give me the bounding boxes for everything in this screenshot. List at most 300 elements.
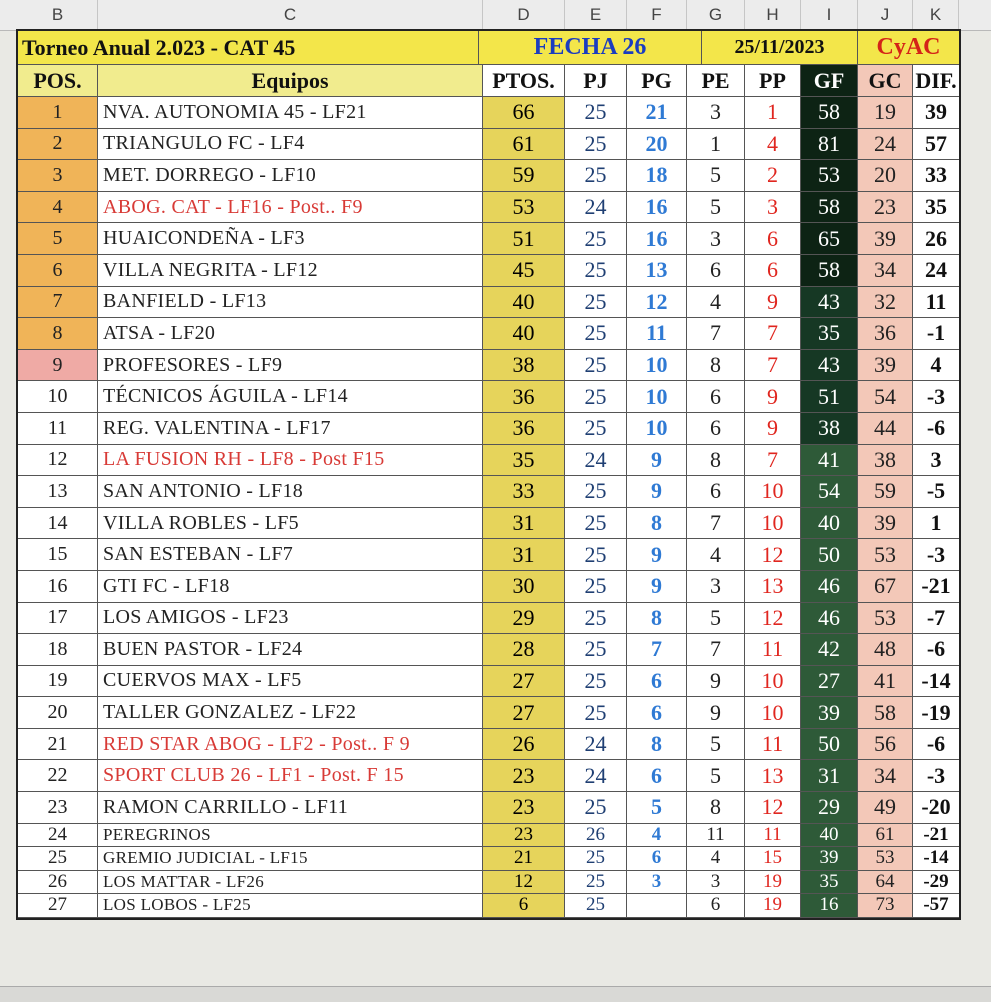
cell-pg[interactable]: 8 xyxy=(627,508,687,539)
cell-pp[interactable]: 15 xyxy=(745,847,801,870)
cell-gc[interactable]: 19 xyxy=(858,97,913,128)
cell-dif[interactable]: 11 xyxy=(925,288,947,314)
cell-ptos[interactable]: 21 xyxy=(483,847,565,870)
cell-gf[interactable]: 65 xyxy=(801,223,858,254)
cell-pos[interactable]: 20 xyxy=(18,697,98,728)
cell-pp[interactable]: 11 xyxy=(745,729,801,760)
cell-pos[interactable]: 26 xyxy=(18,871,98,894)
cell-gf[interactable]: 27 xyxy=(801,666,858,697)
column-letter-h[interactable]: H xyxy=(745,0,801,30)
cell-dif[interactable]: 35 xyxy=(925,194,947,220)
cell-pos[interactable]: 27 xyxy=(18,894,98,917)
cell-ptos[interactable]: 12 xyxy=(483,871,565,894)
cell-team[interactable]: ABOG. CAT - LF16 - Post.. F9 xyxy=(98,192,483,223)
cell-dif[interactable]: 3 xyxy=(930,446,942,472)
cell-dif[interactable]: -7 xyxy=(926,604,946,630)
cell-pj[interactable]: 25 xyxy=(565,634,627,665)
cell-gc[interactable]: 53 xyxy=(858,603,913,634)
cell-pp[interactable]: 10 xyxy=(745,508,801,539)
cell-ptos[interactable]: 31 xyxy=(483,508,565,539)
cell-pos[interactable]: 22 xyxy=(18,760,98,791)
cell-pp[interactable]: 19 xyxy=(745,894,801,917)
cell-dif[interactable]: 24 xyxy=(925,257,947,283)
cell-ptos[interactable]: 66 xyxy=(483,97,565,128)
cell-pe[interactable]: 8 xyxy=(687,792,745,823)
cell-ptos[interactable]: 35 xyxy=(483,445,565,476)
column-letter-f[interactable]: F xyxy=(627,0,687,30)
cell-pe[interactable]: 7 xyxy=(687,634,745,665)
cell-gc[interactable]: 56 xyxy=(858,729,913,760)
cell-pe[interactable]: 6 xyxy=(687,894,745,917)
cell-gf[interactable]: 31 xyxy=(801,760,858,791)
cell-team[interactable]: TÉCNICOS ÁGUILA - LF14 xyxy=(98,381,483,412)
cell-dif[interactable]: -6 xyxy=(926,636,946,662)
cell-pe[interactable]: 3 xyxy=(687,571,745,602)
cell-gf[interactable]: 50 xyxy=(801,539,858,570)
cell-pg[interactable]: 6 xyxy=(627,666,687,697)
cell-gf[interactable]: 58 xyxy=(801,255,858,286)
cell-pos[interactable]: 2 xyxy=(18,129,98,160)
cell-pe[interactable]: 5 xyxy=(687,603,745,634)
round-label[interactable]: FECHA 26 xyxy=(479,31,702,64)
cell-pe[interactable]: 5 xyxy=(687,160,745,191)
cell-gf[interactable]: 39 xyxy=(801,847,858,870)
cell-pos[interactable]: 14 xyxy=(18,508,98,539)
cell-pg[interactable]: 18 xyxy=(627,160,687,191)
cell-pg[interactable]: 6 xyxy=(627,847,687,870)
cell-pp[interactable]: 12 xyxy=(745,603,801,634)
cell-team[interactable]: LOS LOBOS - LF25 xyxy=(98,894,483,917)
cell-dif[interactable]: -6 xyxy=(926,731,946,757)
cell-gc[interactable]: 54 xyxy=(858,381,913,412)
cell-pg[interactable] xyxy=(627,894,687,917)
cell-pe[interactable]: 4 xyxy=(687,847,745,870)
cell-gf[interactable]: 40 xyxy=(801,508,858,539)
cell-team[interactable]: REG. VALENTINA - LF17 xyxy=(98,413,483,444)
cell-pj[interactable]: 24 xyxy=(565,760,627,791)
cell-gc[interactable]: 67 xyxy=(858,571,913,602)
cell-pp[interactable]: 1 xyxy=(745,97,801,128)
cell-gf[interactable]: 54 xyxy=(801,476,858,507)
cell-pos[interactable]: 9 xyxy=(18,350,98,381)
cell-gf[interactable]: 41 xyxy=(801,445,858,476)
cell-gf[interactable]: 58 xyxy=(801,192,858,223)
cell-gf[interactable]: 42 xyxy=(801,634,858,665)
cell-pg[interactable]: 21 xyxy=(627,97,687,128)
cell-pos[interactable]: 21 xyxy=(18,729,98,760)
cell-gf[interactable]: 43 xyxy=(801,350,858,381)
cell-dif[interactable]: -3 xyxy=(926,541,946,567)
cell-pg[interactable]: 9 xyxy=(627,539,687,570)
cell-dif[interactable]: -14 xyxy=(923,847,949,869)
cell-gf[interactable]: 51 xyxy=(801,381,858,412)
cell-pj[interactable]: 25 xyxy=(565,223,627,254)
cell-pp[interactable]: 13 xyxy=(745,760,801,791)
cell-pg[interactable]: 10 xyxy=(627,350,687,381)
cell-pe[interactable]: 6 xyxy=(687,255,745,286)
cell-pos[interactable]: 11 xyxy=(18,413,98,444)
cell-pe[interactable]: 8 xyxy=(687,445,745,476)
cell-pos[interactable]: 23 xyxy=(18,792,98,823)
cell-gf[interactable]: 46 xyxy=(801,603,858,634)
cell-pos[interactable]: 15 xyxy=(18,539,98,570)
column-letter-e[interactable]: E xyxy=(565,0,627,30)
column-letter-c[interactable]: C xyxy=(98,0,483,30)
header-ptos[interactable]: PTOS. xyxy=(483,65,565,96)
cell-gf[interactable]: 29 xyxy=(801,792,858,823)
cell-dif[interactable]: -6 xyxy=(926,415,946,441)
cell-pj[interactable]: 25 xyxy=(565,792,627,823)
cell-gc[interactable]: 53 xyxy=(858,847,913,870)
cell-dif[interactable]: -3 xyxy=(926,383,946,409)
cell-gc[interactable]: 39 xyxy=(858,350,913,381)
cell-ptos[interactable]: 6 xyxy=(483,894,565,917)
cell-pp[interactable]: 7 xyxy=(745,318,801,349)
cell-gf[interactable]: 39 xyxy=(801,697,858,728)
header-pos[interactable]: POS. xyxy=(18,65,98,96)
cell-gc[interactable]: 32 xyxy=(858,287,913,318)
cell-pg[interactable]: 3 xyxy=(627,871,687,894)
cell-gc[interactable]: 39 xyxy=(858,223,913,254)
cell-ptos[interactable]: 53 xyxy=(483,192,565,223)
cell-team[interactable]: SAN ANTONIO - LF18 xyxy=(98,476,483,507)
cell-pg[interactable]: 6 xyxy=(627,760,687,791)
cell-pp[interactable]: 12 xyxy=(745,539,801,570)
cell-pg[interactable]: 10 xyxy=(627,381,687,412)
cell-pe[interactable]: 8 xyxy=(687,350,745,381)
column-letter-g[interactable]: G xyxy=(687,0,745,30)
cell-pe[interactable]: 6 xyxy=(687,476,745,507)
cell-team[interactable]: VILLA ROBLES - LF5 xyxy=(98,508,483,539)
cell-team[interactable]: MET. DORREGO - LF10 xyxy=(98,160,483,191)
cell-dif[interactable]: -1 xyxy=(926,320,946,346)
cell-ptos[interactable]: 26 xyxy=(483,729,565,760)
cell-pp[interactable]: 6 xyxy=(745,223,801,254)
cell-pg[interactable]: 8 xyxy=(627,603,687,634)
column-letter-k[interactable]: K xyxy=(913,0,959,30)
cell-pos[interactable]: 4 xyxy=(18,192,98,223)
header-pj[interactable]: PJ xyxy=(565,65,627,96)
cell-ptos[interactable]: 61 xyxy=(483,129,565,160)
cell-pos[interactable]: 7 xyxy=(18,287,98,318)
cell-pp[interactable]: 4 xyxy=(745,129,801,160)
cell-gc[interactable]: 36 xyxy=(858,318,913,349)
cell-pg[interactable]: 16 xyxy=(627,192,687,223)
cell-pg[interactable]: 6 xyxy=(627,697,687,728)
cell-gc[interactable]: 44 xyxy=(858,413,913,444)
cell-dif[interactable]: 4 xyxy=(930,352,942,378)
cell-pos[interactable]: 17 xyxy=(18,603,98,634)
table-row xyxy=(18,160,959,192)
cell-pp[interactable]: 9 xyxy=(745,381,801,412)
cell-pj[interactable]: 24 xyxy=(565,192,627,223)
cell-team[interactable]: VILLA NEGRITA - LF12 xyxy=(98,255,483,286)
cell-ptos[interactable]: 45 xyxy=(483,255,565,286)
cell-dif[interactable]: 1 xyxy=(930,510,942,536)
cell-pj[interactable]: 26 xyxy=(565,824,627,847)
cell-pe[interactable]: 11 xyxy=(687,824,745,847)
cell-pos[interactable]: 5 xyxy=(18,223,98,254)
cell-pe[interactable]: 9 xyxy=(687,697,745,728)
cell-team[interactable]: BANFIELD - LF13 xyxy=(98,287,483,318)
cell-pe[interactable]: 5 xyxy=(687,192,745,223)
date-label[interactable]: 25/11/2023 xyxy=(702,31,858,64)
tournament-title[interactable]: Torneo Anual 2.023 - CAT 45 xyxy=(18,31,479,64)
cell-gf[interactable]: 43 xyxy=(801,287,858,318)
cell-pj[interactable]: 25 xyxy=(565,350,627,381)
cell-pj[interactable]: 24 xyxy=(565,729,627,760)
cell-pj[interactable]: 25 xyxy=(565,160,627,191)
cell-pj[interactable]: 25 xyxy=(565,508,627,539)
cell-dif[interactable]: -21 xyxy=(923,823,949,845)
cell-pg[interactable]: 5 xyxy=(627,792,687,823)
cell-gf[interactable]: 16 xyxy=(801,894,858,917)
cell-ptos[interactable]: 36 xyxy=(483,413,565,444)
cell-pp[interactable]: 19 xyxy=(745,871,801,894)
table-row xyxy=(18,824,959,848)
cell-ptos[interactable]: 51 xyxy=(483,223,565,254)
cell-pe[interactable]: 1 xyxy=(687,129,745,160)
cell-gc[interactable]: 53 xyxy=(858,539,913,570)
cell-ptos[interactable]: 29 xyxy=(483,603,565,634)
table-row xyxy=(18,760,959,792)
cell-pj[interactable]: 25 xyxy=(565,666,627,697)
cell-ptos[interactable]: 40 xyxy=(483,287,565,318)
cell-gc[interactable]: 39 xyxy=(858,508,913,539)
cell-team[interactable]: NVA. AUTONOMIA 45 - LF21 xyxy=(98,97,483,128)
cell-gc[interactable]: 73 xyxy=(858,894,913,917)
cell-ptos[interactable]: 31 xyxy=(483,539,565,570)
cell-pe[interactable]: 5 xyxy=(687,729,745,760)
column-letter-i[interactable]: I xyxy=(801,0,858,30)
cell-team[interactable]: CUERVOS MAX - LF5 xyxy=(98,666,483,697)
cell-team[interactable]: PEREGRINOS xyxy=(98,824,483,847)
column-letter-j[interactable]: J xyxy=(858,0,913,30)
cell-pj[interactable]: 25 xyxy=(565,697,627,728)
cell-pe[interactable]: 5 xyxy=(687,760,745,791)
cell-pe[interactable]: 3 xyxy=(687,223,745,254)
cell-gc[interactable]: 49 xyxy=(858,792,913,823)
cell-pp[interactable]: 6 xyxy=(745,255,801,286)
cell-ptos[interactable]: 27 xyxy=(483,666,565,697)
cell-pj[interactable]: 25 xyxy=(565,381,627,412)
cell-gf[interactable]: 35 xyxy=(801,871,858,894)
cell-pp[interactable]: 11 xyxy=(745,824,801,847)
cell-ptos[interactable]: 36 xyxy=(483,381,565,412)
cell-pj[interactable]: 25 xyxy=(565,871,627,894)
cell-pj[interactable]: 25 xyxy=(565,129,627,160)
cell-dif[interactable]: 57 xyxy=(925,130,947,156)
cell-pj[interactable]: 25 xyxy=(565,318,627,349)
cell-pj[interactable]: 25 xyxy=(565,97,627,128)
cell-team[interactable]: GTI FC - LF18 xyxy=(98,571,483,602)
cell-pe[interactable]: 9 xyxy=(687,666,745,697)
cell-dif[interactable]: -57 xyxy=(923,894,949,916)
organizer-label[interactable]: CyAC xyxy=(876,34,941,60)
cell-gf[interactable]: 38 xyxy=(801,413,858,444)
column-header-bar xyxy=(0,0,991,31)
cell-pe[interactable]: 7 xyxy=(687,508,745,539)
cell-ptos[interactable]: 23 xyxy=(483,792,565,823)
cell-pos[interactable]: 13 xyxy=(18,476,98,507)
cell-pp[interactable]: 2 xyxy=(745,160,801,191)
column-letter-b[interactable]: B xyxy=(18,0,98,30)
cell-gf[interactable]: 50 xyxy=(801,729,858,760)
cell-team[interactable]: LOS AMIGOS - LF23 xyxy=(98,603,483,634)
cell-pos[interactable]: 19 xyxy=(18,666,98,697)
cell-dif[interactable]: -3 xyxy=(926,762,946,788)
cell-pp[interactable]: 3 xyxy=(745,192,801,223)
header-pe[interactable]: PE xyxy=(687,65,745,96)
cell-pos[interactable]: 1 xyxy=(18,97,98,128)
cell-ptos[interactable]: 23 xyxy=(483,824,565,847)
cell-pe[interactable]: 6 xyxy=(687,381,745,412)
cell-ptos[interactable]: 40 xyxy=(483,318,565,349)
cell-pp[interactable]: 9 xyxy=(745,287,801,318)
cell-pg[interactable]: 10 xyxy=(627,413,687,444)
header-gf[interactable]: GF xyxy=(801,65,858,96)
cell-pj[interactable]: 25 xyxy=(565,539,627,570)
cell-team[interactable]: RAMON CARRILLO - LF11 xyxy=(98,792,483,823)
cell-pe[interactable]: 3 xyxy=(687,871,745,894)
cell-pg[interactable]: 11 xyxy=(627,318,687,349)
cell-pg[interactable]: 9 xyxy=(627,476,687,507)
cell-pos[interactable]: 24 xyxy=(18,824,98,847)
cell-team[interactable]: PROFESORES - LF9 xyxy=(98,350,483,381)
cell-pj[interactable]: 25 xyxy=(565,255,627,286)
cell-team[interactable]: RED STAR ABOG - LF2 - Post.. F 9 xyxy=(98,729,483,760)
cell-gc[interactable]: 20 xyxy=(858,160,913,191)
cell-pg[interactable]: 8 xyxy=(627,729,687,760)
cell-team[interactable]: TRIANGULO FC - LF4 xyxy=(98,129,483,160)
cell-pp[interactable]: 9 xyxy=(745,413,801,444)
cell-team[interactable]: GREMIO JUDICIAL - LF15 xyxy=(98,847,483,870)
cell-gf[interactable]: 53 xyxy=(801,160,858,191)
cell-ptos[interactable]: 30 xyxy=(483,571,565,602)
cell-team[interactable]: HUAICONDEÑA - LF3 xyxy=(98,223,483,254)
cell-pe[interactable]: 4 xyxy=(687,539,745,570)
header-dif[interactable]: DIF. xyxy=(913,65,959,96)
cell-pos[interactable]: 8 xyxy=(18,318,98,349)
cell-pp[interactable]: 10 xyxy=(745,697,801,728)
cell-gc[interactable]: 64 xyxy=(858,871,913,894)
cell-dif[interactable]: 26 xyxy=(925,225,947,251)
cell-pp[interactable]: 10 xyxy=(745,476,801,507)
header-gc[interactable]: GC xyxy=(858,65,913,96)
cell-dif[interactable]: -5 xyxy=(926,478,946,504)
table-row xyxy=(18,413,959,445)
cell-pg[interactable]: 4 xyxy=(627,824,687,847)
cell-gc[interactable]: 34 xyxy=(858,760,913,791)
cell-pj[interactable]: 25 xyxy=(565,413,627,444)
cell-ptos[interactable]: 28 xyxy=(483,634,565,665)
cell-gf[interactable]: 46 xyxy=(801,571,858,602)
cell-pg[interactable]: 16 xyxy=(627,223,687,254)
cell-gc[interactable]: 61 xyxy=(858,824,913,847)
cell-dif[interactable]: -29 xyxy=(923,870,949,892)
column-letter-d[interactable]: D xyxy=(483,0,565,30)
cell-pp[interactable]: 12 xyxy=(745,792,801,823)
cell-pe[interactable]: 7 xyxy=(687,318,745,349)
cell-ptos[interactable]: 27 xyxy=(483,697,565,728)
cell-pp[interactable]: 13 xyxy=(745,571,801,602)
cell-gf[interactable]: 81 xyxy=(801,129,858,160)
cell-pj[interactable]: 25 xyxy=(565,603,627,634)
cell-pos[interactable]: 12 xyxy=(18,445,98,476)
cell-dif[interactable]: -21 xyxy=(921,573,951,599)
cell-ptos[interactable]: 59 xyxy=(483,160,565,191)
cell-pe[interactable]: 4 xyxy=(687,287,745,318)
cell-pp[interactable]: 11 xyxy=(745,634,801,665)
cell-pj[interactable]: 24 xyxy=(565,445,627,476)
cell-gc[interactable]: 59 xyxy=(858,476,913,507)
cell-team[interactable]: LOS MATTAR - LF26 xyxy=(98,871,483,894)
cell-team[interactable]: BUEN PASTOR - LF24 xyxy=(98,634,483,665)
cell-gf[interactable]: 35 xyxy=(801,318,858,349)
cell-pe[interactable]: 6 xyxy=(687,413,745,444)
cell-dif[interactable]: -19 xyxy=(921,699,951,725)
cell-team[interactable]: ATSA - LF20 xyxy=(98,318,483,349)
cell-pos[interactable]: 16 xyxy=(18,571,98,602)
cell-gc[interactable]: 34 xyxy=(858,255,913,286)
cell-team[interactable]: SPORT CLUB 26 - LF1 - Post. F 15 xyxy=(98,760,483,791)
cell-pj[interactable]: 25 xyxy=(565,894,627,917)
cell-ptos[interactable]: 38 xyxy=(483,350,565,381)
cell-ptos[interactable]: 33 xyxy=(483,476,565,507)
cell-pos[interactable]: 3 xyxy=(18,160,98,191)
cell-pe[interactable]: 3 xyxy=(687,97,745,128)
cell-pj[interactable]: 25 xyxy=(565,287,627,318)
cell-pos[interactable]: 25 xyxy=(18,847,98,870)
cell-team[interactable]: TALLER GONZALEZ - LF22 xyxy=(98,697,483,728)
cell-pj[interactable]: 25 xyxy=(565,476,627,507)
cell-dif[interactable]: 33 xyxy=(925,162,947,188)
cell-pp[interactable]: 7 xyxy=(745,445,801,476)
cell-team[interactable]: SAN ESTEBAN - LF7 xyxy=(98,539,483,570)
cell-pp[interactable]: 7 xyxy=(745,350,801,381)
cell-dif[interactable]: -20 xyxy=(921,794,951,820)
cell-dif[interactable]: 39 xyxy=(925,99,947,125)
cell-gf[interactable]: 58 xyxy=(801,97,858,128)
cell-pg[interactable]: 12 xyxy=(627,287,687,318)
cell-pos[interactable]: 10 xyxy=(18,381,98,412)
cell-pos[interactable]: 18 xyxy=(18,634,98,665)
cell-pg[interactable]: 7 xyxy=(627,634,687,665)
cell-gc[interactable]: 48 xyxy=(858,634,913,665)
cell-pg[interactable]: 13 xyxy=(627,255,687,286)
cell-pg[interactable]: 9 xyxy=(627,445,687,476)
cell-gc[interactable]: 24 xyxy=(858,129,913,160)
cell-team[interactable]: LA FUSION RH - LF8 - Post F15 xyxy=(98,445,483,476)
cell-gc[interactable]: 58 xyxy=(858,697,913,728)
cell-pg[interactable]: 9 xyxy=(627,571,687,602)
cell-ptos[interactable]: 23 xyxy=(483,760,565,791)
cell-pg[interactable]: 20 xyxy=(627,129,687,160)
cell-gf[interactable]: 40 xyxy=(801,824,858,847)
header-pg[interactable]: PG xyxy=(627,65,687,96)
cell-gc[interactable]: 38 xyxy=(858,445,913,476)
cell-pos[interactable]: 6 xyxy=(18,255,98,286)
cell-pp[interactable]: 10 xyxy=(745,666,801,697)
cell-gc[interactable]: 23 xyxy=(858,192,913,223)
table-row xyxy=(18,571,959,603)
cell-pj[interactable]: 25 xyxy=(565,571,627,602)
cell-gc[interactable]: 41 xyxy=(858,666,913,697)
cell-pj[interactable]: 25 xyxy=(565,847,627,870)
cell-dif[interactable]: -14 xyxy=(921,667,951,693)
header-team[interactable]: Equipos xyxy=(98,65,483,96)
header-pp[interactable]: PP xyxy=(745,65,801,96)
